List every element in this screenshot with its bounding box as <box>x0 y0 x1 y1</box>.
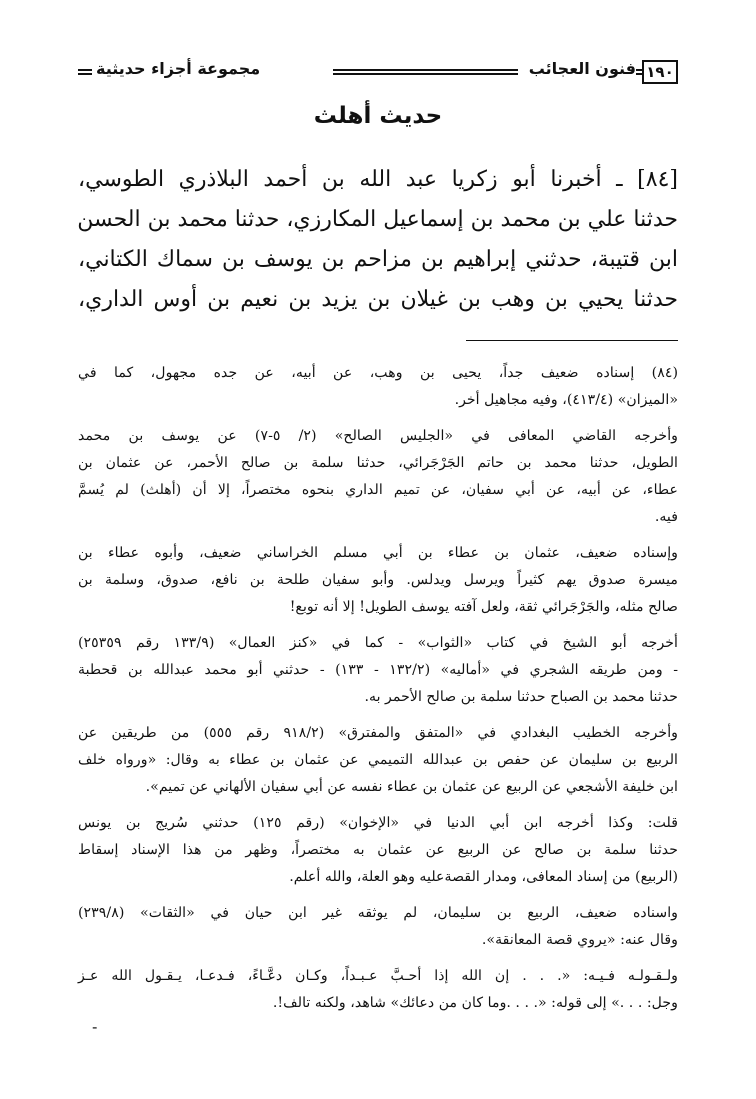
footnote-paragraph <box>78 423 678 531</box>
footnote-line: الربيع بن سليمان عن حفص بن عبدالله التميمي عن عثمان بن عطاء به وقال: «ورواه خلف <box>78 752 678 768</box>
section-title: حديث أهلث <box>313 103 443 129</box>
main-text-line: حدثنا يحيي بن وهب بن غيلان بن يزيد بن نعيم بن أوس الداري، <box>78 287 678 312</box>
footnote-line: - ومن طريقه الشجري في «أماليه» (١٣٢/٢ - ١٣٣) - حدثني أبو محمد عبدالله بن قحطبة <box>78 662 678 678</box>
footnote-separator <box>466 340 678 341</box>
trailing-mark: - <box>92 1018 98 1036</box>
footnotes <box>78 360 678 1017</box>
main-text <box>78 160 678 320</box>
footnote-line: عطاء، عن أبيه، عن أبي سفيان، عن تميم الداري بنحوه مختصراً، إلا أن (أهلث) لم يُسمَّ <box>78 482 678 498</box>
footnote-line: (٨٤) إسناده ضعيف جداً، يحيى بن وهب، عن أبيه، عن جده مجهول، كما في <box>78 365 678 381</box>
footnote-line: وأخرجه القاضي المعافى في «الجليس الصالح» (٢/ ٥-٧) عن يوسف بن محمد <box>78 428 678 444</box>
header-rule <box>333 69 518 75</box>
footnote-paragraph <box>78 810 678 891</box>
running-header <box>78 58 678 88</box>
header-rule-end <box>78 69 92 75</box>
footnote-paragraph <box>78 360 678 414</box>
footnote-line: الطويل، حدثنا محمد بن حاتم الجَرْجَرائي، حدثنا سلمة بن صالح الأحمر، عن عثمان بن <box>78 455 678 471</box>
footnote-line: حدثنا سلمة بن صالح عن الربيع عن عثمان به مختصراً، وظهر من هذا الإسناد إسقاط <box>78 842 678 858</box>
header-rule-tick <box>636 69 642 75</box>
footnote-line: فيه. <box>654 509 678 525</box>
footnote-line: واسناده ضعيف، الربيع بن سليمان، لم يوثقه غير ابن حيان في «الثقات» (٢٣٩/٨) <box>78 905 678 921</box>
series-title: مجموعة أجزاء حديثية <box>96 59 261 78</box>
footnote-paragraph <box>78 540 678 621</box>
footnote-line: قلت: وكذا أخرجه ابن أبي الدنيا في «الإخوان» (رقم ١٢٥) حدثني سُريج بن يونس <box>78 815 678 831</box>
footnote-line: ولـقـولـه فـيـه: «. . . إن الله إذا أحـبَّ عـبـداً، وكـان دعَّـاءً، فـدعـا، يـقـول الله عـز <box>78 968 678 984</box>
footnote-line: حدثنا محمد بن الصباح حدثنا سلمة بن صالح الأحمر به. <box>364 689 678 705</box>
main-text-line: حدثنا علي بن محمد بن إسماعيل المكارزي، حدثنا محمد بن الحسن <box>77 207 678 232</box>
footnote-line: وقال عنه: «يروي قصة المعانقة». <box>481 932 678 948</box>
footnote-paragraph <box>78 900 678 954</box>
footnote-line: ابن خليفة الأشجعي عن الربيع عن عثمان بن عطاء نفسه عن أبي سفيان الألهاني عن تميم». <box>145 779 678 795</box>
footnote-line: «الميزان» (٤١٣/٤)، وفيه مجاهيل أخر. <box>454 392 678 408</box>
footnote-line: صالح مثله، والجَرْجَرائي ثقة، ولعل آفته يوسف الطويل! إلا أنه توبع! <box>289 599 678 615</box>
main-text-line: ابن قتيبة، حدثني إبراهيم بن مزاحم بن يوسف بن سماك الكتاني، <box>78 247 678 272</box>
footnote-paragraph <box>78 963 678 1017</box>
footnote-line: (الربيع) من إسناد المعافى، ومدار القصةعليه وهو العلة، والله أعلم. <box>289 869 678 885</box>
footnote-paragraph <box>78 720 678 801</box>
main-text-line: [٨٤] ـ أخبرنا أبو زكريا عبد الله بن أحمد البلاذري الطوسي، <box>78 167 678 192</box>
book-title: فنون العجائب <box>528 59 636 78</box>
footnote-line: وإسناده ضعيف، عثمان بن عطاء بن أبي مسلم الخراساني ضعيف، وأبوه عطاء بن <box>78 545 678 561</box>
footnote-paragraph <box>78 630 678 711</box>
footnote-line: أخرجه أبو الشيخ في كتاب «الثواب» - كما في «كنز العمال» (١٣٣/٩ رقم ٢٥٣٥٩) <box>78 635 678 651</box>
footnote-line: ميسرة صدوق يهم كثيراً ويرسل ويدلس. وأبو سفيان طلحة بن نافع، صدوق، وسلمة بن <box>78 572 678 588</box>
footnote-line: وأخرجه الخطيب البغدادي في «المتفق والمفترق» (٩١٨/٢ رقم ٥٥٥) من طريقين عن <box>78 725 678 741</box>
footnote-line: وجل: . . .» إلى قوله: «. . . .وما كان من دعائك» شاهد، ولكنه تالف!. <box>272 995 678 1011</box>
page-number: ١٩٠ <box>642 60 678 84</box>
